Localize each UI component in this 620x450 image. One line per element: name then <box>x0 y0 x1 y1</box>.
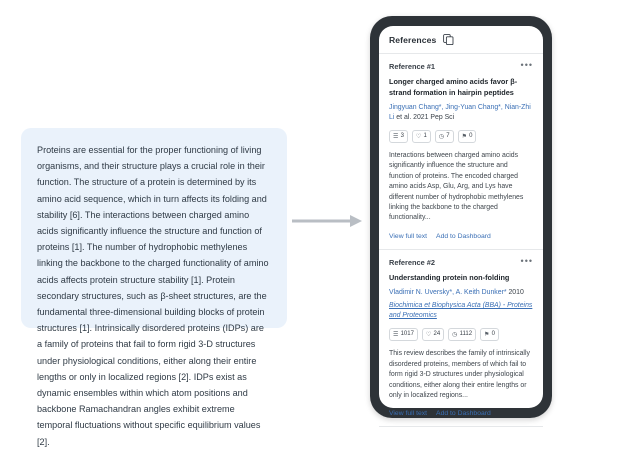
more-options-icon[interactable]: ••• <box>520 255 533 266</box>
metric-bookmark[interactable] <box>480 328 499 341</box>
references-header <box>379 26 543 54</box>
flow-arrow-icon <box>292 214 362 228</box>
source-text-paragraph: Proteins are essential for the proper functioning of living organisms, and their structure plays a crucial role in their function. The structure of a protein is determined by its amino acid sequence, which in turn affects its folding and stability [6]. The interactions between charged amino acids significantly influence the structure and function of proteins [1]. The number of hydrophobic methylenes linking the backbone to the charged functionality of amino acids affects protein structure stability [1]. Protein secondary structures, such as β-sheet structures, are the fundamental three-dimensional building blocks of protein structures [1]. Intrinsically disordered proteins (IDPs) are a family of proteins that fail to form rigid 3-D structures under physiological conditions, either along their entire lengths or only in localized regions [2]. IDPs exist as dynamic ensembles within which atom positions and backbone Ramachandran angles exhibit extreme temporal fluctuations without specific equilibrium values [2]. <box>37 145 269 447</box>
more-options-icon[interactable]: ••• <box>520 60 533 70</box>
reference-card[interactable] <box>379 54 543 250</box>
add-to-dashboard-link[interactable]: Add to Dashboard <box>436 410 491 418</box>
metric-quote[interactable] <box>389 328 418 341</box>
phone-frame <box>370 16 552 418</box>
metric-discussion[interactable] <box>435 130 454 143</box>
metric-quote-value: 1017 <box>400 331 414 338</box>
references-list[interactable] <box>379 54 543 418</box>
reference-journal-short: Pep Sci <box>428 114 455 121</box>
reference-card-header <box>389 62 533 71</box>
metric-discussion-value: 7 <box>446 133 450 139</box>
reference-actions <box>389 233 533 240</box>
metric-thumbs-up-value: 24 <box>433 331 441 338</box>
view-full-text-link[interactable]: View full text <box>389 232 428 240</box>
metric-discussion-value: 1112 <box>459 331 473 338</box>
quote-icon: ☰ <box>393 331 399 339</box>
metric-quote[interactable] <box>389 130 408 143</box>
reference-authors-year: et al. 2021 <box>394 114 429 121</box>
thumbs-up-icon: ♡ <box>415 133 422 140</box>
phone-screen <box>379 26 543 418</box>
metric-quote-value: 3 <box>400 133 404 139</box>
reference-card[interactable] <box>379 250 543 428</box>
metric-thumbs-up[interactable] <box>412 130 431 143</box>
discussion-icon: ◷ <box>438 133 445 140</box>
reference-abstract: Interactions between charged amino acids significantly influence the structure and function of proteins. The encoded charged amino acids Asp, Glu, Arg, and Lys have different number of hydrophobic methylenes linking the backbone to the charged functionality... <box>389 152 524 222</box>
reference-title: Longer charged amino acids favor β-strand formation in hairpin peptides <box>389 77 518 97</box>
reference-card-header <box>389 255 533 267</box>
reference-title: Understanding protein non-folding <box>389 272 510 282</box>
page-title: References <box>389 34 437 45</box>
thumbs-up-icon: ♡ <box>425 331 432 339</box>
reference-authors-year: 2010 <box>506 289 524 297</box>
copy-icon[interactable] <box>443 34 454 45</box>
metric-discussion[interactable] <box>448 328 476 341</box>
reference-journal[interactable]: Biochimica et Biophysica Acta (BBA) - Proteins and Proteomics <box>389 302 533 320</box>
reference-actions <box>389 410 533 417</box>
metric-bookmark-value: 0 <box>469 133 473 139</box>
reference-metrics <box>389 130 533 143</box>
add-to-dashboard-link[interactable]: Add to Dashboard <box>436 232 491 240</box>
reference-abstract: This review describes the family of intrinsically disordered proteins, members of which fail to form rigid 3-D structures under physiological conditions, either along their entire lengths or only in localized regions... <box>389 350 530 399</box>
reference-authors-link[interactable]: Vladimir N. Uversky*, A. Keith Dunker* <box>389 289 507 297</box>
view-full-text-link[interactable]: View full text <box>389 410 428 418</box>
bookmark-icon: ⚑ <box>484 331 490 339</box>
bookmark-icon: ⚑ <box>461 133 468 140</box>
metric-bookmark-value: 0 <box>491 331 495 338</box>
metric-bookmark[interactable] <box>458 130 477 143</box>
reference-label: Reference #1 <box>389 62 436 71</box>
metric-thumbs-up[interactable] <box>422 328 444 341</box>
discussion-icon: ◷ <box>452 331 458 339</box>
reference-metrics <box>389 328 533 341</box>
source-text-panel <box>21 128 287 447</box>
reference-authors[interactable] <box>389 103 533 123</box>
reference-authors-link[interactable]: Jingyuan Chang*, Jing-Yuan Chang*, Nian-Zhi Li <box>389 104 531 121</box>
reference-label: Reference #2 <box>389 257 436 267</box>
metric-thumbs-up-value: 1 <box>423 133 427 139</box>
reference-authors[interactable] <box>389 288 533 298</box>
quote-icon: ☰ <box>393 133 399 140</box>
